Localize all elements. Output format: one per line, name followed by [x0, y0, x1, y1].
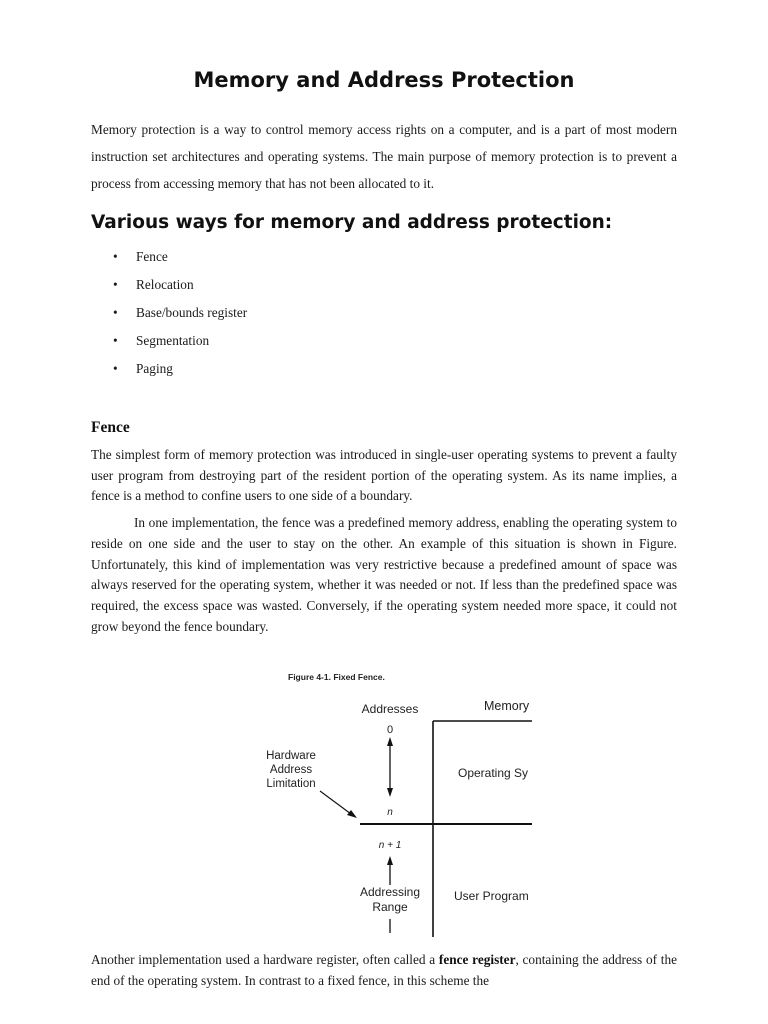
bullet-icon: •	[113, 361, 118, 376]
fence-register-term: fence register	[438, 952, 516, 967]
list-item-label: Segmentation	[136, 333, 210, 348]
list-item	[91, 299, 247, 327]
operating-system-label: Operating Sy	[458, 766, 529, 780]
list-item-label: Paging	[136, 361, 173, 376]
bullet-icon: •	[113, 249, 118, 264]
hardware-pointer-arrow	[320, 791, 351, 814]
hardware-pointer-arrow-head	[347, 810, 357, 818]
memory-label: Memory	[484, 699, 530, 713]
hardware-label-line-3: Limitation	[266, 778, 316, 790]
fence-register-text-before: Another implementation used a hardware register, often called a	[91, 952, 439, 967]
list-item-label: Relocation	[136, 277, 194, 292]
fence-heading: Fence	[91, 419, 130, 436]
os-range-arrow-down-head	[387, 788, 393, 797]
hardware-label-line-2: Address	[269, 764, 313, 776]
fence-paragraph-2: In one implementation, the fence was a predefined memory address, enabling the operating system to reside on one side and the user to stay on the other. An example of this situation is shown in Figure. Unfortunately, this kind of implementation was very restrictive because a predefined amount of space was always reserved for the operating system, whether it was needed or not. If less than the predefined space was required, the excess space was wasted. Conversely, if the operating system needed more space, it could not grow beyond the fence boundary.	[91, 515, 677, 634]
address-n-label: n	[387, 807, 393, 818]
fence-register-paragraph	[91, 949, 677, 991]
fixed-fence-figure	[260, 667, 532, 937]
user-program-label: User Program	[454, 889, 529, 903]
os-range-arrow-up-head	[387, 737, 393, 746]
list-item	[91, 271, 247, 299]
list-item	[91, 327, 247, 355]
bullet-icon: •	[113, 333, 118, 348]
list-item-label: Base/bounds register	[136, 305, 248, 320]
figure-caption: Figure 4-1. Fixed Fence.	[288, 672, 385, 682]
addressing-label-line-2: Range	[372, 900, 408, 914]
user-range-arrow-head	[387, 856, 393, 865]
addresses-label: Addresses	[361, 702, 419, 716]
address-n-plus-1-label: n + 1	[378, 840, 402, 851]
list-item	[91, 355, 247, 383]
address-zero-label: 0	[386, 724, 394, 736]
hardware-label-line-1: Hardware	[266, 750, 316, 762]
fence-register-text-after: , containing the address of the end of the operating system. In contrast to a fixed fence, in this scheme the	[91, 952, 677, 988]
ways-list	[91, 243, 247, 383]
page-title: Memory and Address Protection	[193, 68, 575, 92]
list-item-label: Fence	[136, 249, 168, 264]
intro-paragraph: Memory protection is a way to control memory access rights on a computer, and is a part of most modern instruction set architectures and operating systems. The main purpose of memory protection is to prevent a process from accessing memory that has not been allocated to it.	[91, 122, 677, 191]
fence-paragraph-1: The simplest form of memory protection was introduced in single-user operating systems to prevent a faulty user program from destroying part of the resident portion of the operating system. As its name implies, a fence is a method to confine users to one side of a boundary.	[91, 447, 677, 503]
bullet-icon: •	[113, 277, 118, 292]
ways-heading: Various ways for memory and address protection:	[91, 212, 613, 233]
list-item	[91, 243, 247, 271]
bullet-icon: •	[113, 305, 118, 320]
addressing-label-line-1: Addressing	[359, 885, 421, 899]
